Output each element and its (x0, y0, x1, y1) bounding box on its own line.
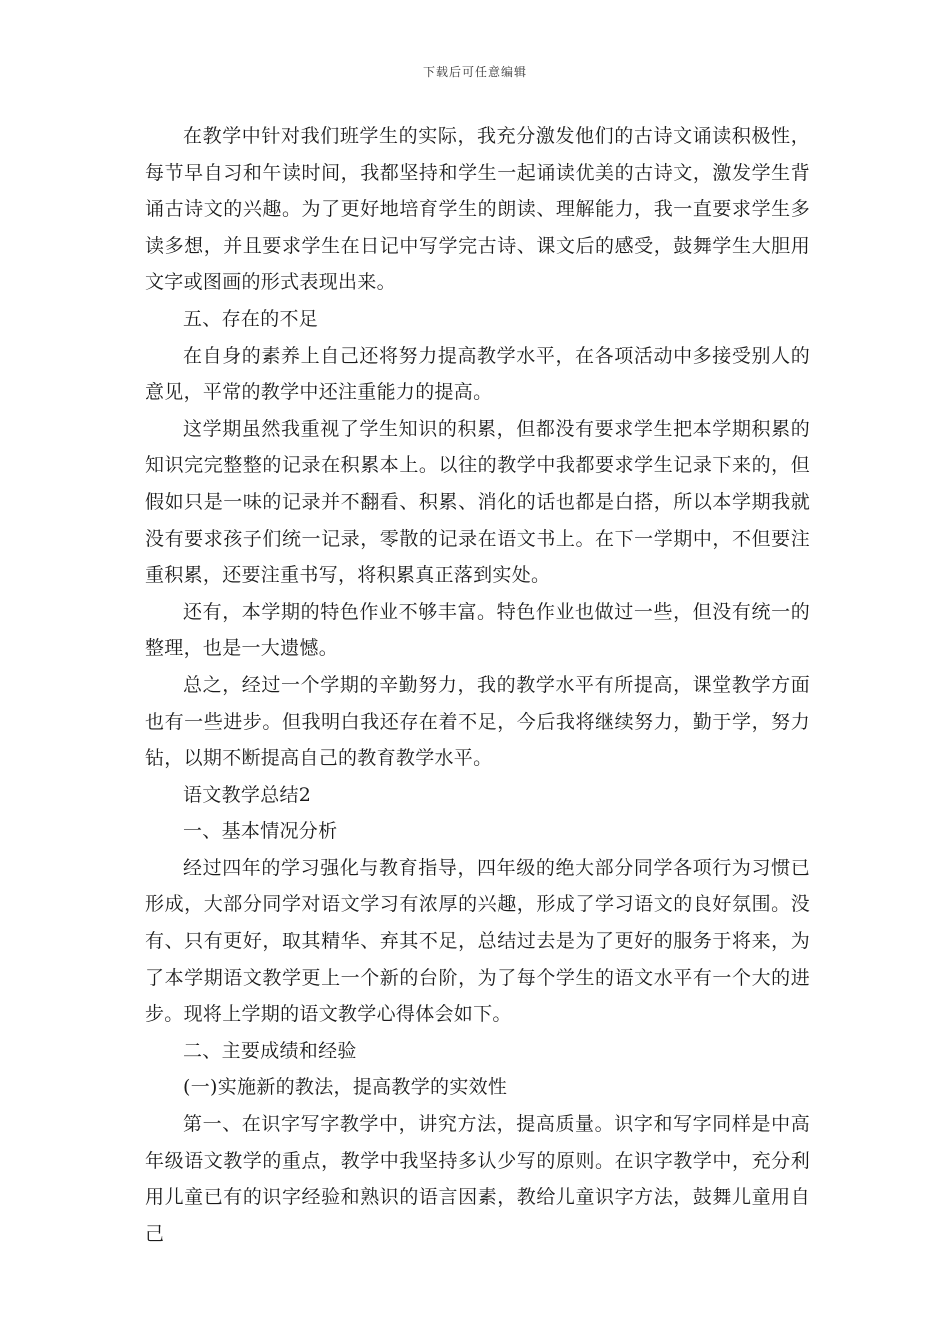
paragraph: 第一、在识字写字教学中，讲究方法，提高质量。识字和写字同样是中高年级语文教学的重点，教学中我坚持多认少写的原则。在识字教学中，充分利用儿童已有的识字经验和熟识的语言因素，教给儿童识字方法，鼓舞儿童用自己 (145, 1113, 810, 1245)
paragraph: 这学期虽然我重视了学生知识的积累，但都没有要求学生把本学期积累的知识完完整整的记录在积累本上。以往的教学中我都要求学生记录下来的，但假如只是一味的记录并不翻看、积累、消化的话也都是白搭，所以本学期我就没有要求孩子们统一记录，零散的记录在语文书上。在下一学期中，不但要注重积累，还要注重书写，将积累真正落到实处。 (145, 417, 810, 587)
section-heading: 二、主要成绩和经验 (183, 1039, 357, 1062)
paragraph: 经过四年的学习强化与教育指导，四年级的绝大部分同学各项行为习惯已形成，大部分同学对语文学习有浓厚的兴趣，形成了学习语文的良好氛围。没有、只有更好，取其精华、弃其不足，总结过去是为了更好的服务于将来，为了本学期语文教学更上一个新的台阶，为了每个学生的语文水平有一个大的进步。现将上学期的语文教学心得体会如下。 (145, 856, 810, 1026)
paragraph: 在自身的素养上自己还将努力提高教学水平，在各项活动中多接受别人的意见，平常的教学中还注重能力的提高。 (145, 344, 810, 404)
page-header: 下载后可任意编辑 (422, 65, 527, 79)
subsection-heading: (一)实施新的教法，提高教学的实效性 (183, 1076, 508, 1099)
section-heading: 一、基本情况分析 (183, 820, 338, 843)
document-body (145, 118, 810, 1252)
paragraph: 在教学中针对我们班学生的实际，我充分激发他们的古诗文诵读积极性，每节早自习和午读时间，我都坚持和学生一起诵读优美的古诗文，激发学生背诵古诗文的兴趣。为了更好地培育学生的朗读、理解能力，我一直要求学生多读多想，并且要求学生在日记中写学完古诗、课文后的感受，鼓舞学生大胆用文字或图画的形式表现出来。 (145, 125, 810, 294)
document-title: 语文教学总结2 (183, 783, 312, 806)
paragraph: 总之，经过一个学期的辛勤努力，我的教学水平有所提高，课堂教学方面也有一些进步。但我明白我还存在着不足，今后我将继续努力，勤于学，努力钻，以期不断提高自己的教育教学水平。 (145, 673, 810, 770)
paragraph: 还有，本学期的特色作业不够丰富。特色作业也做过一些，但没有统一的整理，也是一大遗憾。 (145, 600, 810, 660)
section-heading: 五、存在的不足 (183, 307, 319, 330)
